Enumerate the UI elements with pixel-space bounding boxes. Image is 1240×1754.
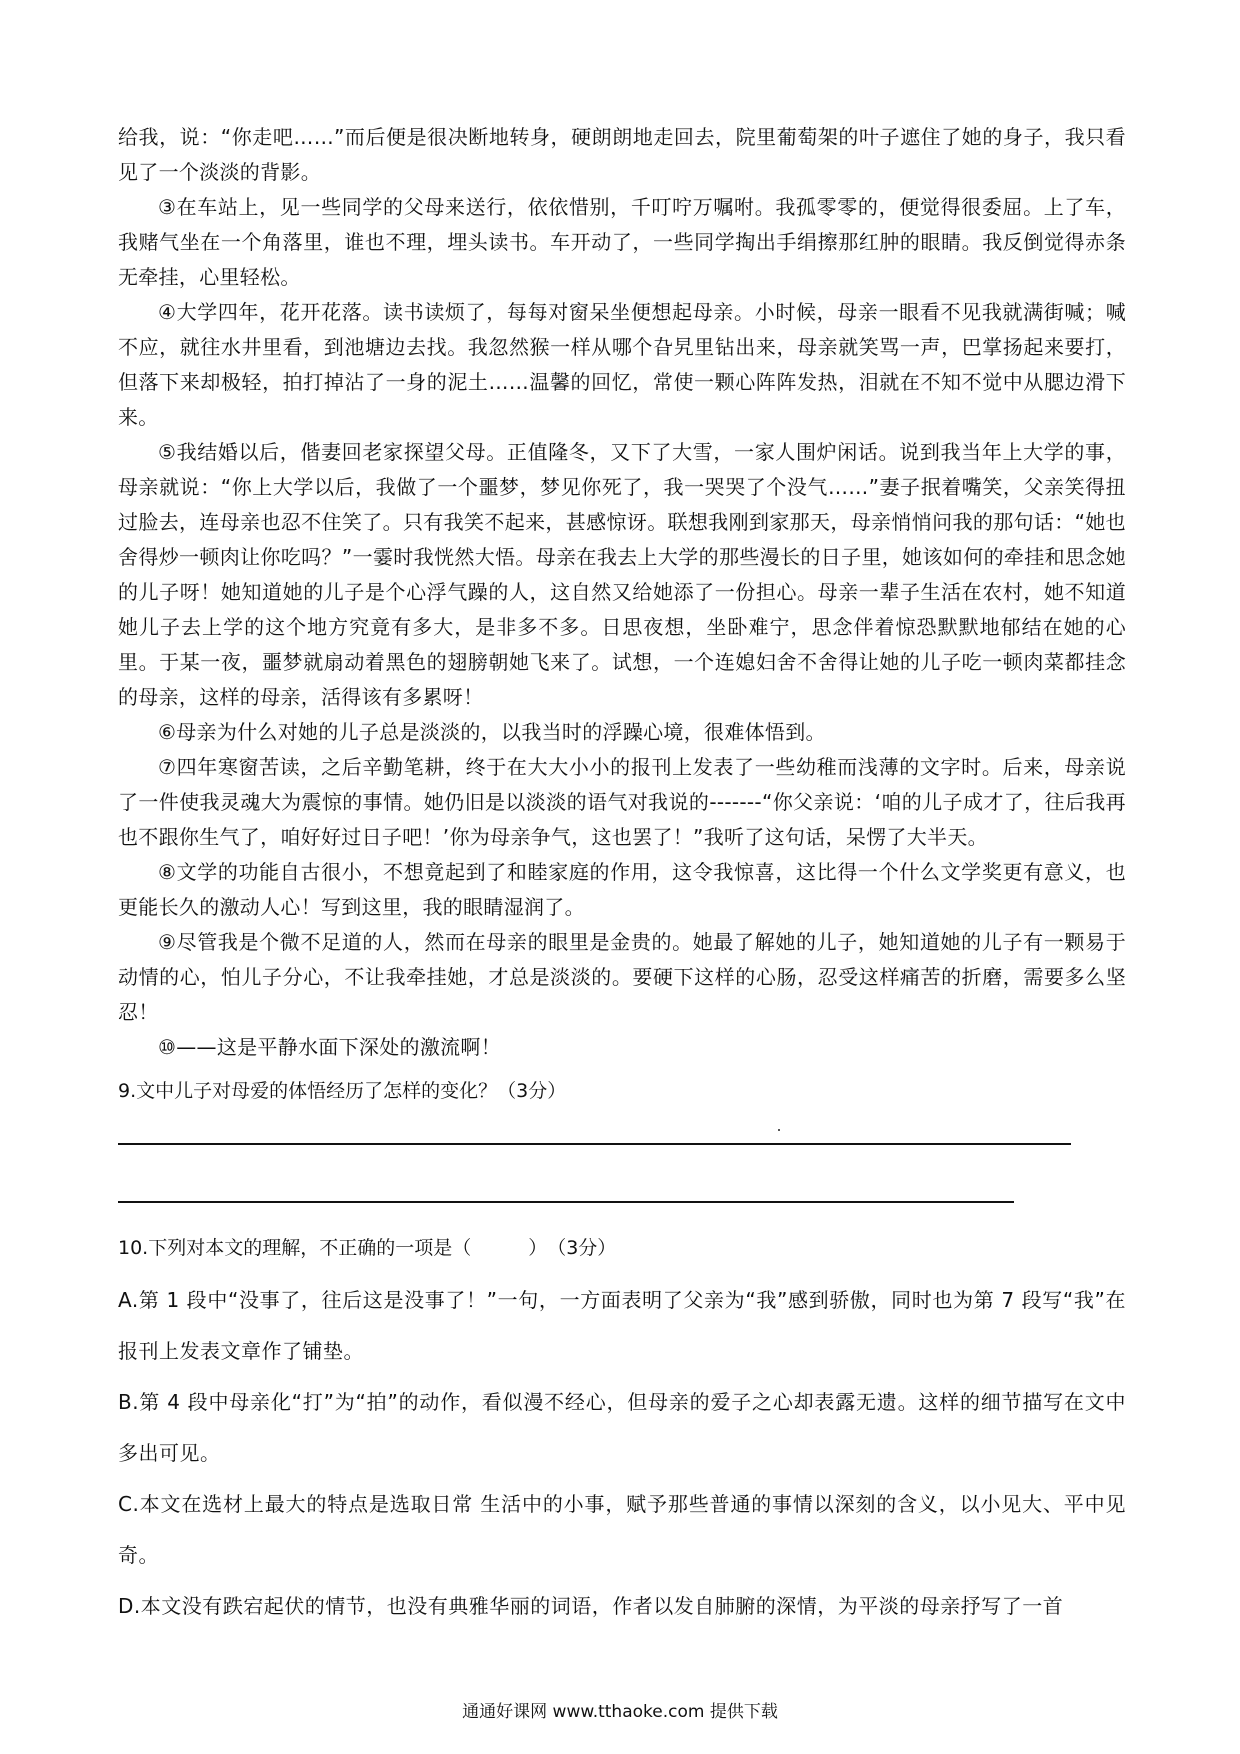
option-b[interactable]: B.第 4 段中母亲化“打”为“拍”的动作，看似漫不经心，但母亲的爱子之心却表露无遗。这样的细节描写在文中多出可见。 bbox=[118, 1390, 1126, 1465]
paragraph-8: ⑧文学的功能自古很小，不想竟起到了和睦家庭的作用，这令我惊喜，这比得一个什么文学奖更有意义，也更能长久的激动人心！写到这里，我的眼睛湿润了。 bbox=[118, 860, 1126, 919]
paragraph-6: ⑥母亲为什么对她的儿子总是淡淡的，以我当时的浮躁心境，很难体悟到。 bbox=[158, 720, 826, 744]
reading-passage bbox=[118, 120, 1126, 1065]
page-footer: 通通好课网 www.tthaoke.com 提供下载 bbox=[462, 1702, 778, 1722]
answer-line-1[interactable] bbox=[118, 1143, 1071, 1145]
answer-line-2[interactable] bbox=[118, 1201, 1014, 1203]
question-10-title: 10.下列对本文的理解，不正确的一项是（ ） （3分） bbox=[118, 1237, 617, 1259]
question-9: 9.文中儿子对母爱的体悟经历了怎样的变化？（3分） bbox=[118, 1080, 567, 1102]
option-d[interactable]: D.本文没有跌宕起伏的情节，也没有典雅华丽的词语，作者以发自肺腑的深情，为平淡的母亲抒写了一首 bbox=[118, 1594, 1064, 1618]
question-10 bbox=[118, 1233, 1126, 1632]
paragraph-2-tail: 给我，说：“你走吧……”而后便是很决断地转身，硬朗朗地走回去，院里葡萄架的叶子遮住了她的身子，我只看见了一个淡淡的背影。 bbox=[118, 125, 1126, 184]
paragraph-5: ⑤我结婚以后，偕妻回老家探望父母。正值隆冬，又下了大雪，一家人围炉闲话。说到我当年上大学的事，母亲就说：“你上大学以后，我做了一个噩梦，梦见你死了，我一哭哭了个没气……”妻子抿着嘴笑，父亲笑得扭过脸去，连母亲也忍不住笑了。只有我笑不起来，甚感惊讶。联想我刚到家那天，母亲悄悄问我的那句话：“她也舍得炒一顿肉让你吃吗？”一霎时我恍然大悟。母亲在我去上大学的那些漫长的日子里，她该如何的牵挂和思念她的儿子呀！她知道她的儿子是个心浮气躁的人，这自然又给她添了一份担心。母亲一辈子生活在农村，她不知道她儿子去上学的这个地方究竟有多大，是非多不多。日思夜想，坐卧难宁，思念伴着惊恐默默地郁结在她的心里。于某一夜，噩梦就扇动着黑色的翅膀朝她飞来了。试想，一个连媳妇舍不舍得让她的儿子吃一顿肉菜都挂念的母亲，这样的母亲，活得该有多累呀！ bbox=[118, 440, 1126, 709]
option-a[interactable]: A.第 1 段中“没事了，往后这是没事了！”一句，一方面表明了父亲为“我”感到骄傲，同时也为第 7 段写“我”在报刊上发表文章作了铺垫。 bbox=[118, 1288, 1126, 1363]
paragraph-9: ⑨尽管我是个微不足道的人，然而在母亲的眼里是金贵的。她最了解她的儿子，她知道她的儿子有一颗易于动情的心，怕儿子分心，不让我牵挂她，才总是淡淡的。要硬下这样的心肠，忍受这样痛苦的折磨，需要多么坚忍！ bbox=[118, 930, 1126, 1024]
paragraph-4: ④大学四年，花开花落。读书读烦了，每每对窗呆坐便想起母亲。小时候，母亲一眼看不见我就满街喊；喊不应，就往水井里看，到池塘边去找。我忽然猴一样从哪个旮旯里钻出来，母亲就笑骂一声，巴掌扬起来要打，但落下来却极轻，拍打掉沾了一身的泥土……温馨的回忆，常使一颗心阵阵发热，泪就在不知不觉中从腮边滑下来。 bbox=[118, 300, 1126, 429]
option-c[interactable]: C.本文在选材上最大的特点是选取日常 生活中的小事，赋予那些普通的事情以深刻的含义，以小见大、平中见奇。 bbox=[118, 1492, 1126, 1567]
stray-dot bbox=[778, 1129, 780, 1131]
paragraph-7: ⑦四年寒窗苦读，之后辛勤笔耕，终于在大大小小的报刊上发表了一些幼稚而浅薄的文字时。后来，母亲说了一件使我灵魂大为震惊的事情。她仍旧是以淡淡的语气对我说的-------“你父亲说：‘咱的儿子成才了，往后我再也不跟你生气了，咱好好过日子吧！’你为母亲争气，这也罢了！”我听了这句话，呆愣了大半天。 bbox=[118, 755, 1126, 849]
paragraph-10: ⑩——这是平静水面下深处的激流啊！ bbox=[158, 1035, 502, 1059]
paragraph-3: ③在车站上，见一些同学的父母来送行，依依惜别，千叮咛万嘱咐。我孤零零的，便觉得很委屈。上了车，我赌气坐在一个角落里，谁也不理，埋头读书。车开动了，一些同学掏出手绢擦那红肿的眼睛。我反倒觉得赤条无牵挂，心里轻松。 bbox=[118, 195, 1126, 289]
